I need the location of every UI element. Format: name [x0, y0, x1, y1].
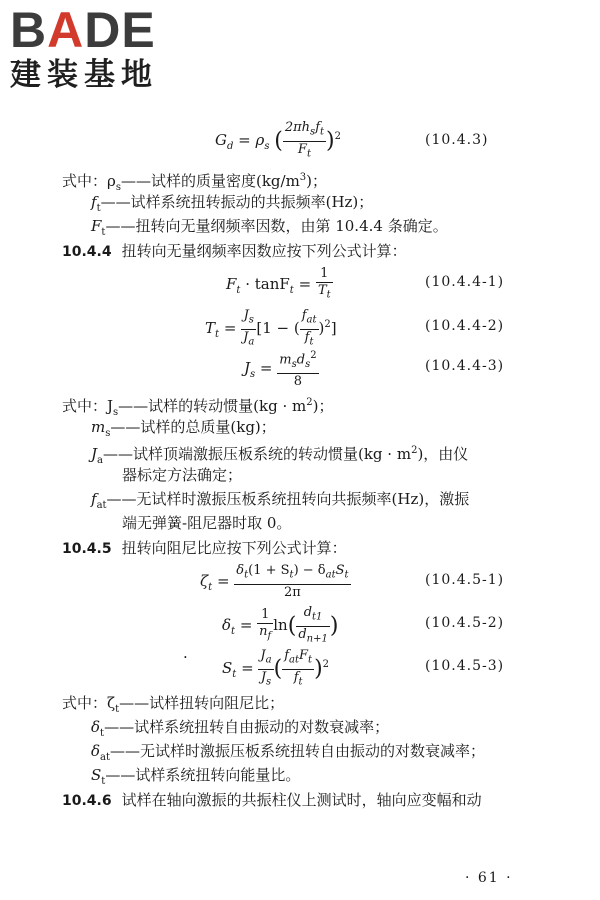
definition-ms: $m_s——$试样的总质量(kg)；: [91, 418, 276, 439]
definition-ft: $f_t——$试样系统扭转振动的共振频率(Hz)；: [91, 193, 374, 214]
definition-delta-at: $\delta_{at}——$无试样时激振压板系统扭转自由振动的对数衰减率；: [91, 742, 486, 763]
definition-fat: $f_{at}——$无试样时激振压板系统扭转向共振频率(Hz)，激振: [91, 490, 470, 511]
site-logo: [10, 4, 190, 96]
definition-rho: 式中：$\rho_s——$试样的质量密度$(kg/m^3)$；: [62, 172, 328, 193]
definition-Ja-cont: 器标定方法确定；: [122, 466, 243, 484]
section-10-4-5: 10.4.5 扭转向阻尼比应按下列公式计算：: [62, 539, 347, 557]
page-number: · 61 ·: [465, 870, 513, 886]
definition-Ja: $J_a——$试样顶端激振压板系统的转动惯量$(kg \cdot m^2)$，由仪: [91, 445, 469, 466]
definition-zeta: 式中：$\zeta_t——$试样扭转向阻尼比；: [62, 694, 285, 715]
logo-subtitle: 建装基地: [10, 57, 158, 93]
equation-10-4-5-3: ·: [183, 648, 188, 666]
equation-number: (10.4.4-3): [425, 358, 505, 374]
equation-10-4-3: $G_d = \rho_s$ ( $\frac{2\pi h_sf_t}{F_t}$ )$^2$: [215, 120, 341, 160]
equation-10-4-4-3: $J_s$ = $\frac{m_sd_s^2}{8}$: [244, 350, 317, 389]
equation-number: (10.4.4-1): [425, 274, 505, 290]
definition-delta-t: $\delta_t——$试样系统扭转自由振动的对数衰减率；: [91, 718, 390, 739]
equation-number: (10.4.5-3): [425, 658, 505, 674]
equation-10-4-4-1: $F_t \cdot \tan F_t$ = $\frac{1}{T_t}$: [226, 266, 331, 301]
equation-10-4-5-3-body: $S_t$ = $\frac{J_a}{J_s}$ ( $\frac{f_{at}F_t}{f_t}$ )$^2$: [222, 648, 330, 688]
definition-St: $S_t——$试样系统扭转向能量比。: [91, 766, 301, 787]
equation-number: (10.4.3): [425, 132, 489, 148]
equation-10-4-4-2: $T_t$ = $\frac{J_s}{J_a}$ [1 − ( $\frac{f_{at}}{f_t}$ )$^2$]: [205, 308, 337, 348]
equation-number: (10.4.5-1): [425, 572, 505, 588]
logo-wordmark: BADE: [10, 2, 156, 58]
definition-Ft: $F_t——$扭转向无量纲频率因数，由第 10.4.4 条确定。: [91, 217, 448, 238]
section-10-4-4: 10.4.4 扭转向无量纲频率因数应按下列公式计算：: [62, 242, 407, 260]
section-10-4-6: 10.4.6 试样在轴向激振的共振柱仪上测试时，轴向应变幅和动: [62, 791, 482, 809]
equation-number: (10.4.4-2): [425, 318, 505, 334]
equation-10-4-5-1: $\zeta_t$ = $\frac{\delta_t(1 + S_t) - \delta_{at}S_t}{2\pi}$: [200, 563, 349, 600]
definition-Js: 式中：$J_s——$试样的转动惯量$(kg \cdot m^2)$；: [62, 397, 334, 418]
definition-fat-cont: 端无弹簧-阻尼器时取 0。: [122, 514, 292, 532]
equation-10-4-5-2: $\delta_t$ = $\frac{1}{n_f}$ ln( $\frac{d_{t1}}{d_{n+1}}$ ): [222, 605, 339, 645]
equation-number: (10.4.5-2): [425, 615, 505, 631]
